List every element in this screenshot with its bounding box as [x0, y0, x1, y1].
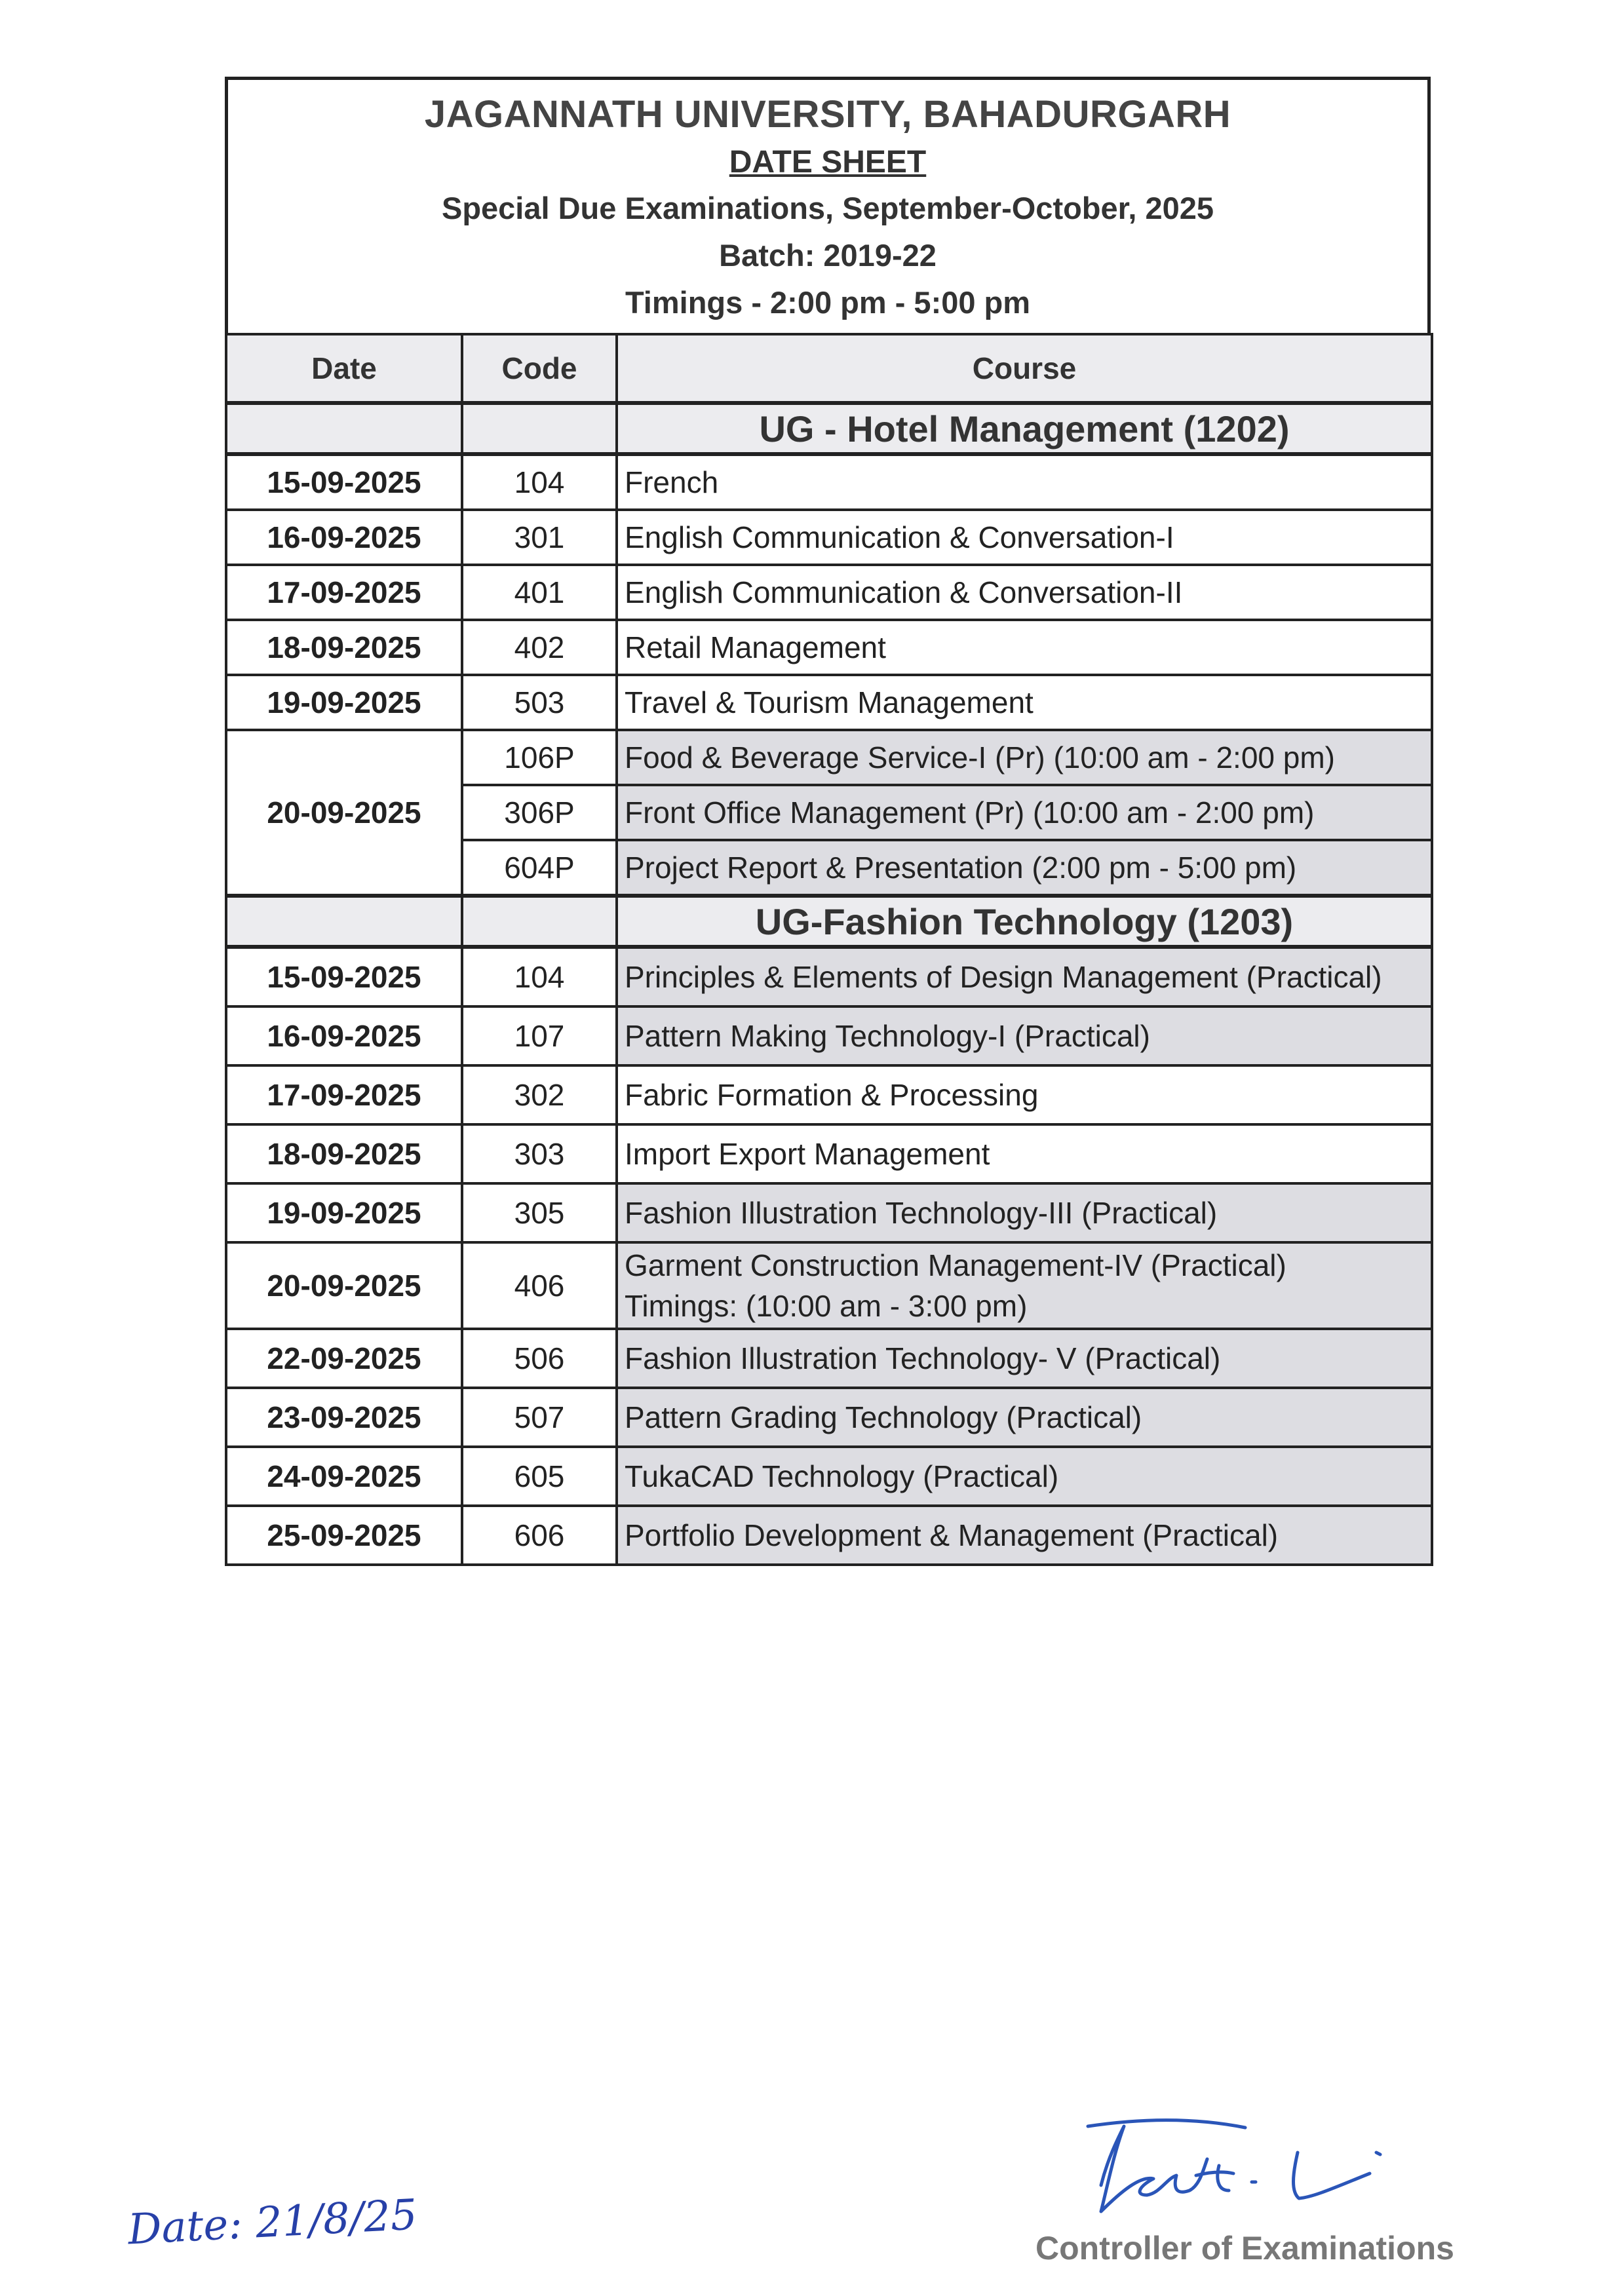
- table-row: [226, 1124, 1432, 1183]
- table-row: [226, 675, 1432, 730]
- course-name: Principles & Elements of Design Management (Practical): [617, 947, 1432, 1006]
- section-title: UG-Fashion Technology (1203): [617, 896, 1432, 947]
- exam-date: 22-09-2025: [226, 1329, 462, 1388]
- exam-date: 19-09-2025: [226, 675, 462, 730]
- table-row: [226, 510, 1432, 565]
- table-row: [226, 454, 1432, 510]
- course-name: Pattern Making Technology-I (Practical): [617, 1006, 1432, 1065]
- course-name: Pattern Grading Technology (Practical): [617, 1388, 1432, 1447]
- course-code: 303: [462, 1124, 617, 1183]
- exam-date: 24-09-2025: [226, 1447, 462, 1506]
- signatory-title: Controller of Examinations: [1035, 2230, 1454, 2267]
- course-code: 503: [462, 675, 617, 730]
- course-name: French: [617, 454, 1432, 510]
- column-header-date: Date: [226, 334, 462, 403]
- exam-date: 20-09-2025: [226, 730, 462, 896]
- course-name-line-1: Garment Construction Management-IV (Practical): [625, 1248, 1286, 1282]
- course-name: English Communication & Conversation-II: [617, 565, 1432, 620]
- course-name: Fashion Illustration Technology-III (Practical): [617, 1183, 1432, 1242]
- course-code: 406: [462, 1242, 617, 1329]
- column-header-course: Course: [617, 334, 1432, 403]
- course-code: 604P: [462, 840, 617, 896]
- table-row: [226, 565, 1432, 620]
- course-code: 306P: [462, 785, 617, 840]
- exam-date: 18-09-2025: [226, 1124, 462, 1183]
- table-row: [226, 1006, 1432, 1065]
- table-row: [226, 1447, 1432, 1506]
- course-name: TukaCAD Technology (Practical): [617, 1447, 1432, 1506]
- course-name: Travel & Tourism Management: [617, 675, 1432, 730]
- timings: Timings - 2:00 pm - 5:00 pm: [625, 285, 1031, 320]
- table-header-row: [226, 334, 1432, 403]
- course-name: Fashion Illustration Technology- V (Practical): [617, 1329, 1432, 1388]
- section-title: UG - Hotel Management (1202): [617, 403, 1432, 454]
- exam-date: 15-09-2025: [226, 454, 462, 510]
- course-code: 107: [462, 1006, 617, 1065]
- course-name: Fabric Formation & Processing: [617, 1065, 1432, 1124]
- course-code: 104: [462, 947, 617, 1006]
- exam-date: 20-09-2025: [226, 1242, 462, 1329]
- course-code: 605: [462, 1447, 617, 1506]
- date-sheet: [225, 77, 1431, 1566]
- schedule-table: [225, 333, 1433, 1566]
- course-code: 507: [462, 1388, 617, 1447]
- course-code: 401: [462, 565, 617, 620]
- course-code: 301: [462, 510, 617, 565]
- course-name: Food & Beverage Service-I (Pr) (10:00 am - 2:00 pm): [617, 730, 1432, 785]
- course-name: Retail Management: [617, 620, 1432, 675]
- column-header-code: Code: [462, 334, 617, 403]
- course-name: Import Export Management: [617, 1124, 1432, 1183]
- section-header-row: [226, 403, 1432, 454]
- course-code: 104: [462, 454, 617, 510]
- section-header-row: [226, 896, 1432, 947]
- batch: Batch: 2019-22: [719, 238, 937, 273]
- exam-name: Special Due Examinations, September-October, 2025: [441, 191, 1214, 225]
- sheet-header: [225, 77, 1431, 333]
- exam-date: 25-09-2025: [226, 1506, 462, 1565]
- university-name: JAGANNATH UNIVERSITY, BAHADURGARH: [424, 93, 1231, 136]
- course-code: 302: [462, 1065, 617, 1124]
- document-title: DATE SHEET: [729, 145, 927, 180]
- exam-date: 16-09-2025: [226, 1006, 462, 1065]
- table-row: [226, 1329, 1432, 1388]
- course-code: 606: [462, 1506, 617, 1565]
- course-code: 305: [462, 1183, 617, 1242]
- course-name: Project Report & Presentation (2:00 pm - 5:00 pm): [617, 840, 1432, 896]
- table-row: [226, 1242, 1432, 1329]
- exam-date: 16-09-2025: [226, 510, 462, 565]
- signature-icon: [1062, 2113, 1429, 2225]
- exam-date: 18-09-2025: [226, 620, 462, 675]
- table-row: [226, 1183, 1432, 1242]
- course-code: 506: [462, 1329, 617, 1388]
- table-row: [226, 947, 1432, 1006]
- exam-date: 19-09-2025: [226, 1183, 462, 1242]
- table-row: [226, 1388, 1432, 1447]
- course-name: Portfolio Development & Management (Practical): [617, 1506, 1432, 1565]
- table-row: [226, 730, 1432, 785]
- exam-date: 23-09-2025: [226, 1388, 462, 1447]
- handwritten-date: Date: 21/8/25: [126, 2191, 419, 2255]
- exam-date: 17-09-2025: [226, 565, 462, 620]
- exam-date: 17-09-2025: [226, 1065, 462, 1124]
- course-name: English Communication & Conversation-I: [617, 510, 1432, 565]
- course-code: 402: [462, 620, 617, 675]
- table-row: [226, 620, 1432, 675]
- exam-date: 15-09-2025: [226, 947, 462, 1006]
- course-name-line-2: Timings: (10:00 am - 3:00 pm): [625, 1289, 1028, 1323]
- course-code: 106P: [462, 730, 617, 785]
- table-row: [226, 1065, 1432, 1124]
- course-name: Front Office Management (Pr) (10:00 am - 2:00 pm): [617, 785, 1432, 840]
- course-name: [617, 1242, 1432, 1329]
- table-row: [226, 1506, 1432, 1565]
